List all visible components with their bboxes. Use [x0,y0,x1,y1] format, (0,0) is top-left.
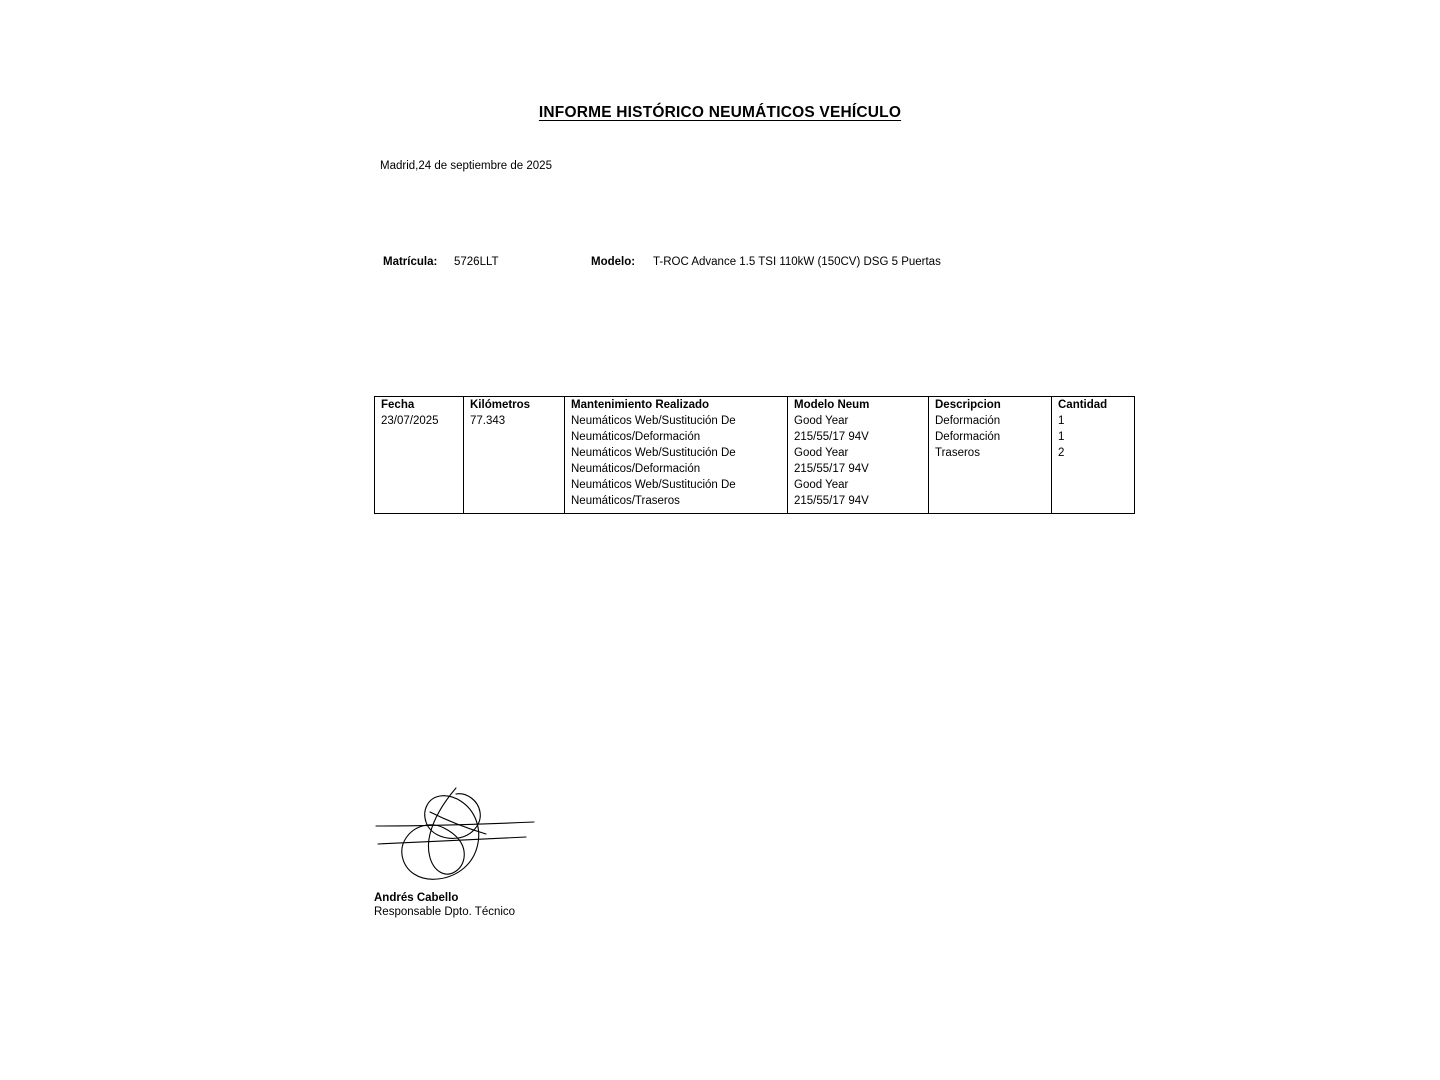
cell-line: Neumáticos/Traseros [571,494,680,507]
column-header-cantidad: Cantidad [1052,397,1135,414]
modelo-label: Modelo: [591,256,636,268]
maintenance-history-table [374,396,1135,514]
cell-line: Good Year [794,446,849,459]
table-body [375,413,1135,514]
table-header-row [375,397,1135,414]
cell-line: Neumáticos Web/Sustitución De [571,478,736,491]
cell-line: Neumáticos Web/Sustitución De [571,446,736,459]
cell-mantenimiento [565,413,788,514]
handwritten-signature-icon [374,782,542,886]
page-title-text: INFORME HISTÓRICO NEUMÁTICOS VEHÍCULO [538,104,902,121]
cell-line: Deformación [935,415,1001,427]
cell-line: Good Year [794,415,849,427]
page-title [0,104,1440,122]
cell-fecha: 23/07/2025 [375,413,464,514]
column-header-modelo-neum: Modelo Neum [788,397,929,414]
matricula-label: Matrícula: [383,256,438,268]
column-header-descripcion: Descripcion [929,397,1052,414]
cell-line: 1 [1058,430,1065,443]
column-header-mantenimiento: Mantenimiento Realizado [565,397,788,414]
table-row [375,413,1135,514]
cell-line: Traseros [935,446,980,459]
cell-kilometros: 77.343 [464,413,565,514]
cell-line: Neumáticos/Deformación [571,462,701,475]
column-header-fecha: Fecha [375,397,464,414]
place-and-date: Madrid,24 de septiembre de 2025 [380,160,552,172]
cell-line: Neumáticos Web/Sustitución De [571,415,736,427]
cell-line: Neumáticos/Deformación [571,430,701,443]
column-header-kilometros: Kilómetros [464,397,565,414]
modelo-value: T-ROC Advance 1.5 TSI 110kW (150CV) DSG 5 Puertas [653,256,941,268]
matricula-value: 5726LLT [454,256,499,268]
cell-line: 215/55/17 94V [794,494,869,507]
cell-descripcion [929,413,1052,514]
cell-line: Deformación [935,430,1001,443]
cell-modelo-neum [788,413,929,514]
signatory-role: Responsable Dpto. Técnico [374,906,516,918]
table-header [375,397,1135,414]
cell-line: 2 [1058,446,1065,459]
cell-cantidad [1052,413,1135,514]
signatory-name: Andrés Cabello [374,892,459,904]
cell-line: 215/55/17 94V [794,462,869,475]
cell-line: Good Year [794,478,849,491]
cell-line: 1 [1058,415,1065,427]
cell-line: 215/55/17 94V [794,430,869,443]
signature-block [374,782,714,918]
